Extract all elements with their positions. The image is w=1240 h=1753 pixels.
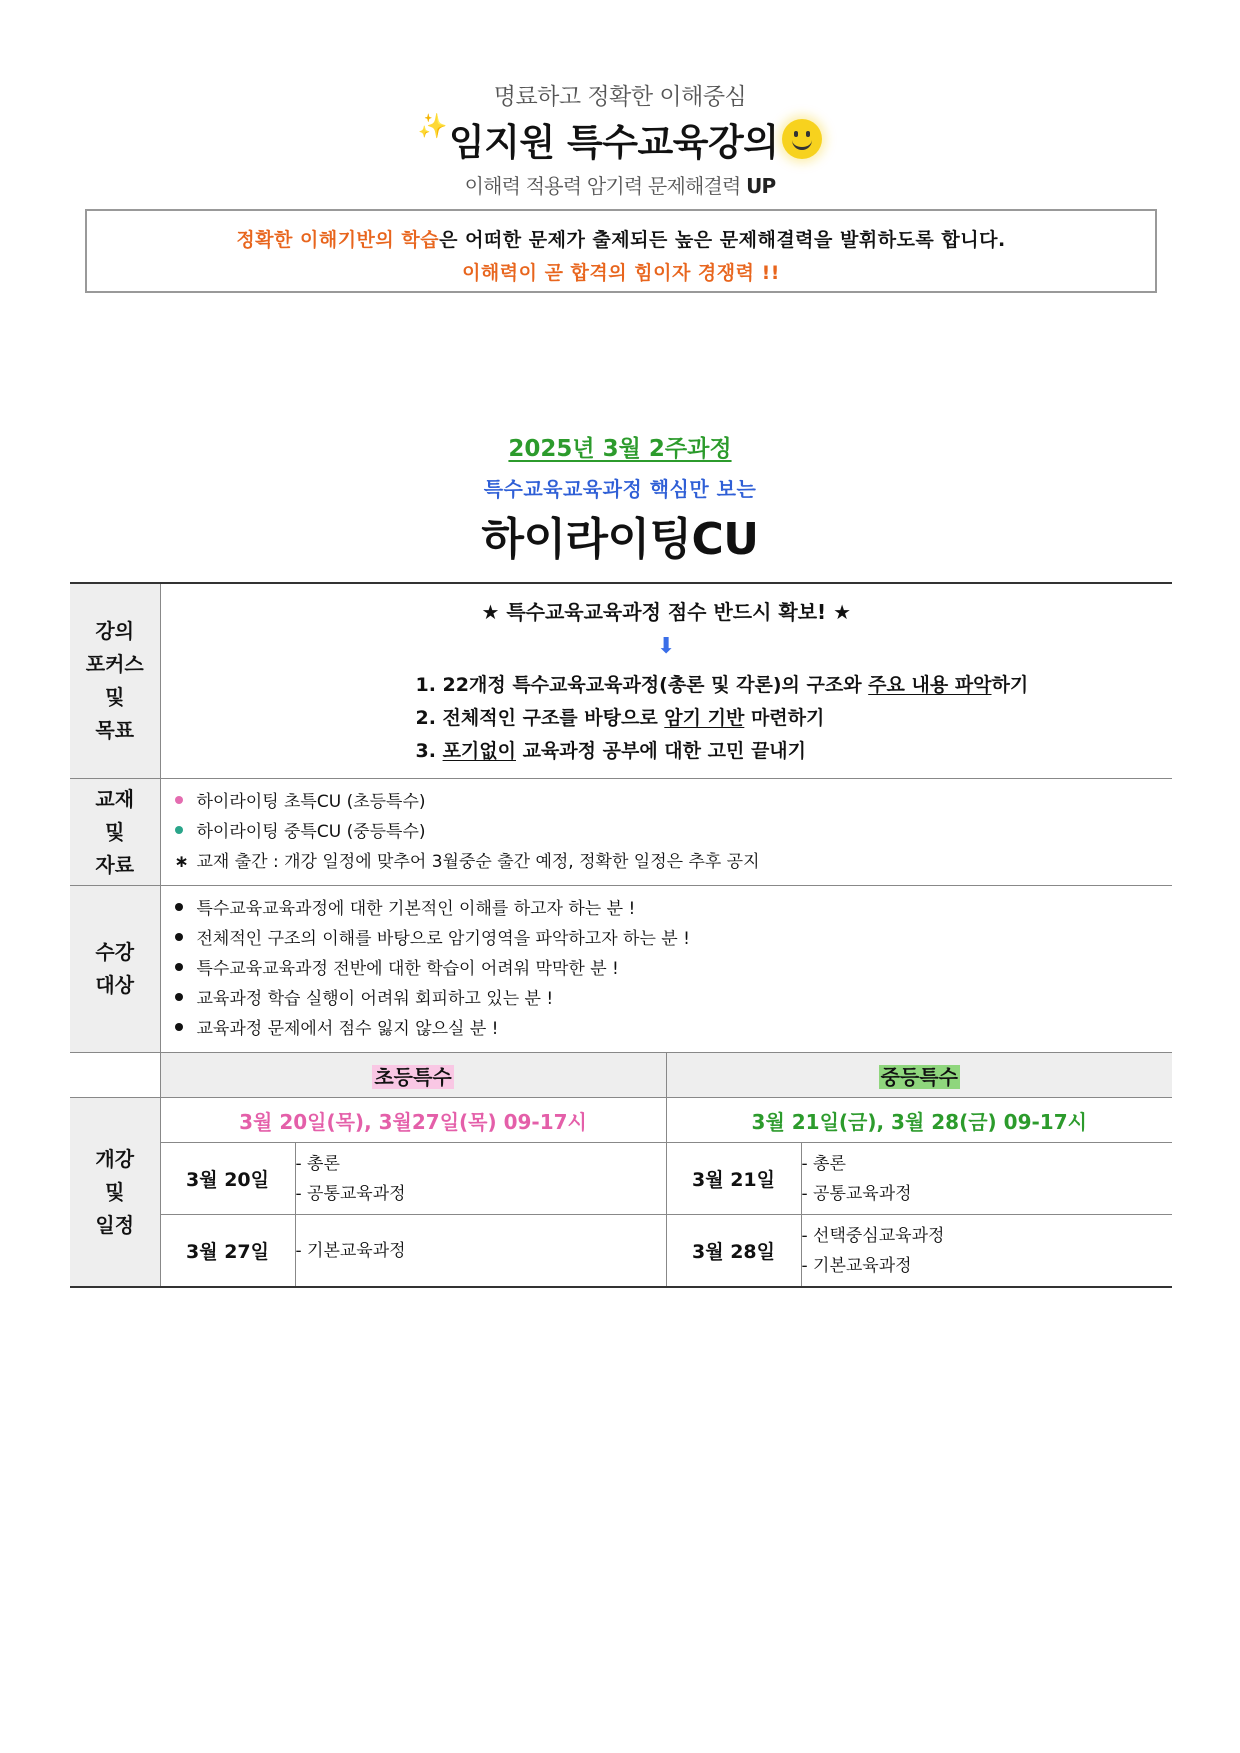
bullet-icon	[175, 933, 183, 941]
elementary-date-2: 3월 27일	[160, 1215, 295, 1288]
asterisk-icon: ∗	[174, 852, 189, 872]
arrow-down-icon: ⬇	[657, 634, 676, 659]
secondary-date-1: 3월 21일	[666, 1143, 801, 1215]
notice-line-2: 이해력이 곧 합격의 힘이자 경쟁력 !!	[462, 262, 780, 284]
secondary-topics-1: - 총론 - 공통교육과정	[801, 1143, 1172, 1215]
focus-headline: ★ 특수교육교육과정 점수 반드시 확보! ★	[481, 600, 852, 624]
list-item: 하이라이팅 중특CU (중등특수)	[175, 817, 1173, 847]
goal-item: 2. 전체적인 구조를 바탕으로 암기 기반 마련하기	[415, 707, 825, 729]
smiley-icon	[782, 119, 822, 159]
schedule-label: 개강 및 일정	[70, 1098, 160, 1288]
list-item: 특수교육교육과정에 대한 기본적인 이해를 하고자 하는 분 !	[175, 894, 1173, 924]
secondary-topics-2: - 선택중심교육과정 - 기본교육과정	[801, 1215, 1172, 1288]
goal-item: 1. 22개정 특수교육교육과정(총론 및 각론)의 구조와 주요 내용 파악하기	[415, 674, 1029, 696]
schedule-head-row	[70, 1053, 1172, 1098]
elementary-topics-1: - 총론 - 공통교육과정	[295, 1143, 666, 1215]
secondary-dates: 3월 21일(금), 3월 28(금) 09-17시	[666, 1098, 1172, 1143]
tagline-sub	[0, 170, 1240, 199]
target-label: 수강 대상	[70, 886, 160, 1053]
materials-row	[70, 779, 1172, 886]
brand-title-row	[0, 112, 1240, 166]
notice-line-1	[87, 225, 1155, 252]
materials-note: ∗ 교재 출간 : 개강 일정에 맞추어 3월중순 출간 예정, 정확한 일정은 추후 공지	[175, 847, 1173, 877]
tagline-sub-text: 이해력 적용력 암기력 문제해결력	[464, 174, 741, 198]
schedule-dates-row	[70, 1098, 1172, 1143]
table-row	[70, 1215, 1172, 1288]
bullet-icon	[175, 903, 183, 911]
elementary-topics-2: - 기본교육과정	[295, 1215, 666, 1288]
tagline-up: UP	[746, 174, 776, 198]
target-content	[160, 886, 1172, 1053]
secondary-head: 중등특수	[666, 1053, 1172, 1098]
notice-box	[85, 209, 1157, 293]
list-item: 교육과정 학습 실행이 어려워 회피하고 있는 분 !	[175, 984, 1173, 1014]
secondary-date-2: 3월 28일	[666, 1215, 801, 1288]
teal-dot-icon	[175, 826, 183, 834]
table-row	[70, 1143, 1172, 1215]
sparkle-icon: ✨	[417, 112, 447, 140]
list-item: 특수교육교육과정 전반에 대한 학습이 어려워 막막한 분 !	[175, 954, 1173, 984]
goal-item: 3. 포기없이 교육과정 공부에 대한 고민 끝내기	[415, 740, 807, 762]
bullet-icon	[175, 963, 183, 971]
pink-dot-icon	[175, 796, 183, 804]
bullet-icon	[175, 993, 183, 1001]
materials-content	[160, 779, 1172, 886]
notice-rest: 은 어떠한 문제가 출제되든 높은 문제해결력을 발휘하도록 합니다.	[439, 229, 1006, 251]
tagline-top: 명료하고 정확한 이해중심	[493, 84, 747, 110]
course-subtitle: 특수교육교육과정 핵심만 보는	[483, 477, 757, 501]
elementary-head: 초등특수	[160, 1053, 666, 1098]
list-item: 하이라이팅 초특CU (초등특수)	[175, 787, 1173, 817]
list-item: 전체적인 구조의 이해를 바탕으로 암기영역을 파악하고자 하는 분 !	[175, 924, 1173, 954]
bullet-icon	[175, 1023, 183, 1031]
focus-label: 강의 포커스 및 목표	[70, 583, 160, 779]
list-item: 교육과정 문제에서 점수 잃지 않으실 분 !	[175, 1014, 1173, 1044]
course-year: 2025년 3월 2주과정	[508, 436, 732, 462]
empty-cell	[70, 1053, 160, 1098]
focus-row	[70, 583, 1172, 779]
course-info-table	[70, 582, 1172, 1288]
brand-title: 임지원 특수교육강의	[448, 121, 779, 164]
materials-label: 교재 및 자료	[70, 779, 160, 886]
focus-content	[160, 583, 1172, 779]
elementary-date-1: 3월 20일	[160, 1143, 295, 1215]
target-row	[70, 886, 1172, 1053]
notice-accent: 정확한 이해기반의 학습	[236, 229, 440, 251]
goals-list	[416, 669, 1173, 768]
elementary-dates: 3월 20일(목), 3월27일(목) 09-17시	[160, 1098, 666, 1143]
course-title: 하이라이팅CU	[481, 514, 759, 565]
